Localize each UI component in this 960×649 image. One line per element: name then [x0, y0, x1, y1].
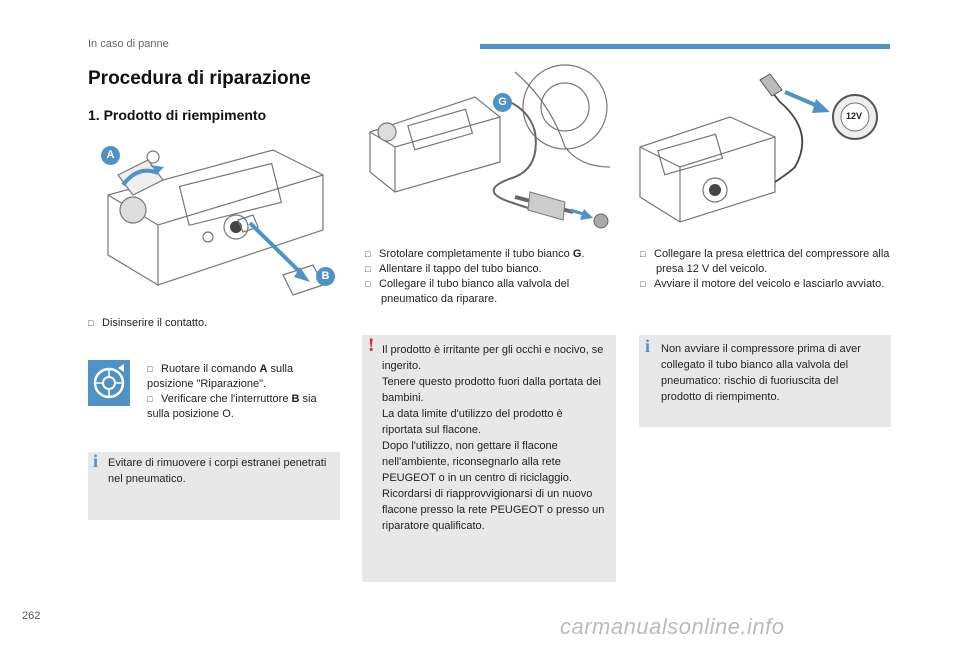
- info-icon: i: [93, 451, 99, 471]
- warning-line: Tenere questo prodotto fuori dalla portata dei bambini.: [382, 376, 601, 404]
- step-rotate-control: □ Ruotare il comando A sulla posizione "Riparazione".: [147, 363, 294, 390]
- header-accent-bar: [480, 44, 890, 49]
- info-note-foreign-bodies: i Evitare di rimuovere i corpi estranei penetrati nel pneumatico.: [88, 452, 340, 520]
- warning-line: La data limite d'utilizzo del prodotto è riportata sul flacone.: [382, 408, 563, 436]
- warning-note-product: [362, 335, 616, 582]
- socket-label: 12V: [846, 111, 863, 121]
- checkbox-bullet-icon: □: [365, 249, 371, 259]
- step-check-switch: □ Verificare che l'interruttore B sia sulla posizione O.: [147, 393, 317, 420]
- checkbox-bullet-icon: □: [640, 249, 646, 259]
- page-title: Procedura di riparazione: [88, 68, 311, 89]
- page-number: 262: [22, 610, 41, 622]
- warning-line: Il prodotto è irritante per gli occhi e nocivo, se ingerito.: [382, 344, 604, 372]
- step-start-engine: □ Avviare il motore del veicolo e lasciarlo avviato.: [640, 278, 885, 290]
- info-note-compressor: i Non avviare il compressore prima di aver collegato il tubo bianco alla valvola del pneumatico: rischio di fuoriuscita del prodotto di riempimento.: [639, 335, 891, 427]
- step-connect-power: □ Collegare la presa elettrica del compressore alla presa 12 V del veicolo.: [640, 248, 890, 275]
- callout-g: G: [493, 93, 512, 112]
- hose-illustration: [365, 72, 615, 237]
- power-plug-illustration: [640, 72, 890, 242]
- running-header: In caso di panne: [88, 38, 169, 50]
- checkbox-bullet-icon: □: [88, 318, 94, 328]
- section-title: 1. Prodotto di riempimento: [88, 107, 267, 123]
- warning-line: Dopo l'utilizzo, non gettare il flacone nell'ambiente, riconsegnarlo alla rete PEUGEOT o in un centro di riciclaggio.: [382, 440, 572, 484]
- info-icon: i: [645, 336, 651, 356]
- step-disable-ignition: □ Disinserire il contatto.: [88, 317, 208, 329]
- step-unroll-hose: □ Srotolare completamente il tubo bianco G.: [365, 248, 585, 260]
- checkbox-bullet-icon: □: [365, 279, 371, 289]
- tyre-repair-icon: [88, 360, 130, 406]
- checkbox-bullet-icon: □: [640, 279, 646, 289]
- step-loosen-cap: □ Allentare il tappo del tubo bianco.: [365, 263, 542, 275]
- callout-a: A: [101, 146, 120, 165]
- checkbox-bullet-icon: □: [147, 364, 153, 374]
- checkbox-bullet-icon: □: [365, 264, 371, 274]
- step-connect-valve: □ Collegare il tubo bianco alla valvola del pneumatico da riparare.: [365, 278, 570, 305]
- watermark: carmanualsonline.info: [560, 614, 785, 639]
- callout-b: B: [316, 267, 335, 286]
- compressor-illustration: [88, 135, 338, 305]
- checkbox-bullet-icon: □: [147, 394, 153, 404]
- warning-line: Ricordarsi di riapprovvigionarsi di un nuovo flacone presso la rete PEUGEOT o presso un riparatore qualificato.: [382, 488, 605, 532]
- exclamation-warning-icon: !: [368, 335, 375, 356]
